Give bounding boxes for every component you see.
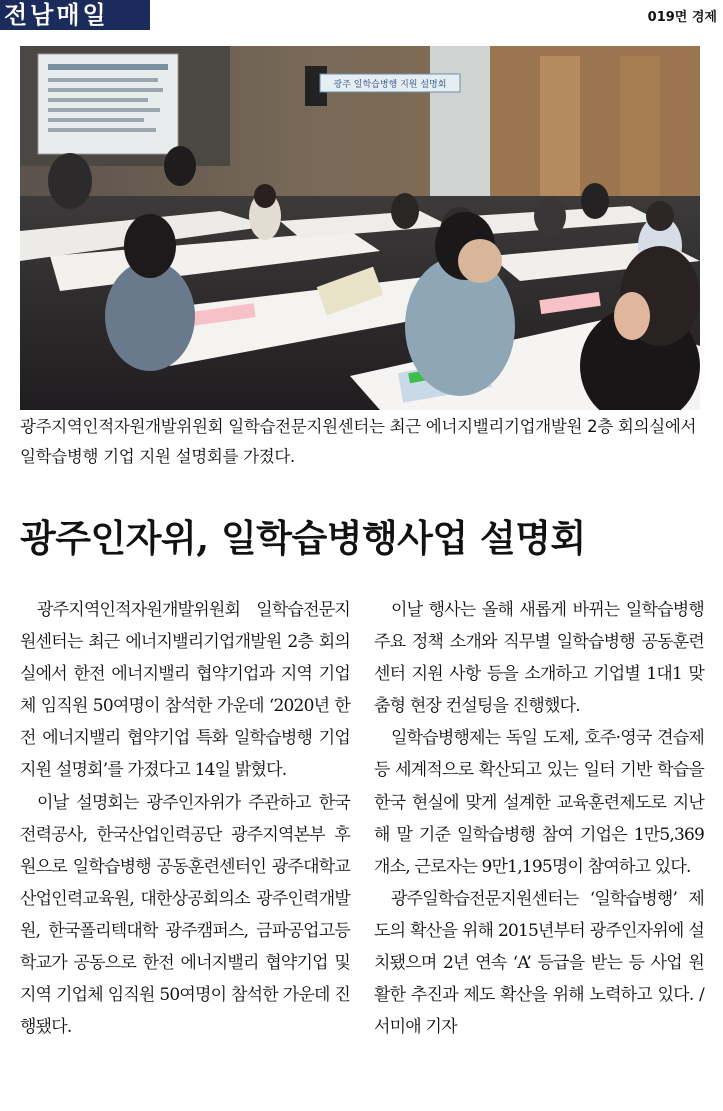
photo-caption: 광주지역인적자원개발위원회 일학습전문지원센터는 최근 에너지밸리기업개발원 2층 회의실에서 일학습병행 기업 지원 설명회를 가졌다. (20, 417, 697, 466)
article-body-left-column (20, 594, 350, 1043)
body-paragraph: 광주지역인적자원개발위원회 일학습전문지원센터는 최근 에너지밸리기업개발원 2층 회의실에서 한전 에너지밸리 협약기업과 지역 기업체 임직원 50여명이 참석한 가운데 ‘2020년 한전 에너지밸리 협약기업 특화 일학습병행 기업 지원 설명회’를 가졌다고 14일 밝혔다. (20, 600, 350, 781)
newspaper-logo: 전남매일 (0, 0, 150, 30)
seminar-room-illustration (20, 46, 700, 410)
body-paragraph: 일학습병행제는 독일 도제, 호주·영국 견습제 등 세계적으로 확산되고 있는 일터 기반 학습을 한국 현실에 맞게 설계한 교육훈련제도로 지난해 말 기준 일학습병행 참여 기업은 1만5,369개소, 근로자는 9만1,195명이 참여하고 있다. (374, 728, 704, 877)
body-paragraph: 이날 행사는 올해 새롭게 바뀌는 일학습병행 주요 정책 소개와 직무별 일학습병행 공동훈련센터 지원 사항 등을 소개하고 기업별 1대1 맞춤형 현장 컨설팅을 진행했다. (374, 600, 704, 717)
event-banner-text: 광주 일학습병행 지원 설명회 (333, 80, 447, 90)
article-photo (20, 46, 700, 410)
page-number-section: 019면 경제 (647, 10, 717, 25)
body-paragraph: 광주일학습전문지원센터는 ‘일학습병행’ 제도의 확산을 위해 2015년부터 광주인자위에 설치됐으며 2년 연속 ‘A’ 등급을 받는 등 사업 원활한 추진과 제도 확산을 위해 노력하고 있다. /서미애 기자 (374, 888, 704, 1038)
article-headline: 광주인자위, 일학습병행사업 설명회 (20, 516, 586, 560)
body-paragraph: 이날 설명회는 광주인자위가 주관하고 한국전력공사, 한국산업인력공단 광주지역본부 후원으로 일학습병행 공동훈련센터인 광주대학교 산업인력교육원, 대한상공회의소 광주인력개발원, 한국폴리텍대학 광주캠퍼스, 금파공업고등학교가 공동으로 한전 에너지밸리 협약기업 및 지역 기업체 임직원 50여명이 참석한 가운데 진행됐다. (20, 792, 350, 1038)
article-body-right-column (374, 594, 704, 1043)
